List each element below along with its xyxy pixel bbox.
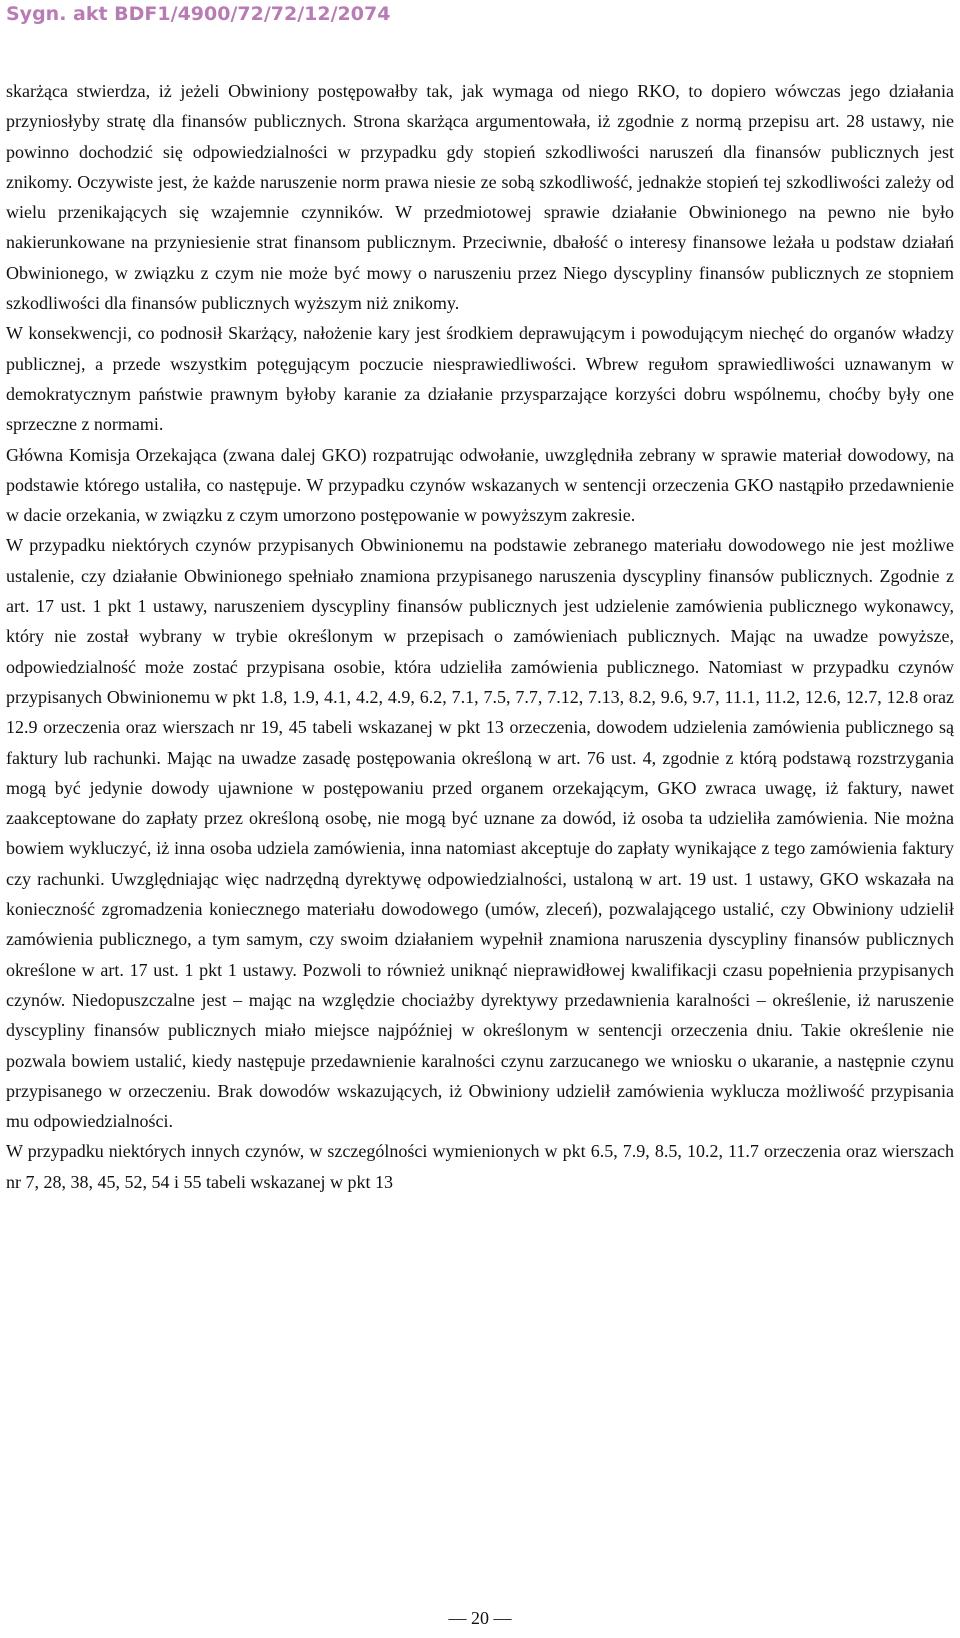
- paragraph-1: skarżąca stwierdza, iż jeżeli Obwiniony postępowałby tak, jak wymaga od niego RKO, to dopiero wówczas jego działania przyniosłyby stratę dla finansów publicznych. Strona skarżąca argumentowała, iż zgodnie z normą przepisu art. 28 ustawy, nie powinno dochodzić się odpowiedzialności w przypadku gdy stopień szkodliwości naruszeń dla finansów publicznych jest znikomy. Oczywiste jest, że każde naruszenie norm prawa niesie ze sobą szkodliwość, jednakże stopień tej szkodliwości zależy od wielu przenikających się wzajemnie czynników. W przedmiotowej sprawie działanie Obwinionego na pewno nie było nakierunkowane na przyniesienie strat finansom publicznym. Przeciwnie, dbałość o interesy finansowe leżała u podstaw działań Obwinionego, w związku z czym nie może być mowy o naruszeniu przez Niego dyscypliny finansów publicznych ze stopniem szkodliwości dla finansów publicznych wyższym niż znikomy.: [6, 81, 954, 314]
- document-body: [6, 76, 954, 1197]
- paragraph-3: Główna Komisja Orzekająca (zwana dalej GKO) rozpatrując odwołanie, uwzględniła zebrany w sprawie materiał dowodowy, na podstawie którego ustaliła, co następuje. W przypadku czynów wskazanych w sentencji orzeczenia GKO nastąpiło przedawnienie w dacie orzekania, w związku z czym umorzono postępowanie w powyższym zakresie.: [6, 444, 954, 526]
- paragraph-4: W przypadku niektórych czynów przypisanych Obwinionemu na podstawie zebranego materiału dowodowego nie jest możliwe ustalenie, czy działanie Obwinionego spełniało znamiona przypisanego naruszenia dyscypliny finansów publicznych. Zgodnie z art. 17 ust. 1 pkt 1 ustawy, naruszeniem dyscypliny finansów publicznych jest udzielenie zamówienia publicznego wykonawcy, który nie został wybrany w trybie określonym w przepisach o zamówieniach publicznych. Mając na uwadze powyższe, odpowiedzialność może zostać przypisana osobie, która udzieliła zamówienia publicznego. Natomiast w przypadku czynów przypisanych Obwinionemu w pkt 1.8, 1.9, 4.1, 4.2, 4.9, 6.2, 7.1, 7.5, 7.7, 7.12, 7.13, 8.2, 9.6, 9.7, 11.1, 11.2, 12.6, 12.7, 12.8 oraz 12.9 orzeczenia oraz wierszach nr 19, 45 tabeli wskazanej w pkt 13 orzeczenia, dowodem udzielenia zamówienia publicznego są faktury lub rachunki. Mając na uwadze zasadę postępowania określoną w art. 76 ust. 4, zgodnie z którą podstawą rozstrzygania mogą być jedynie dowody ujawnione w postępowaniu przed organem orzekającym, GKO zwraca uwagę, iż faktury, nawet zaakceptowane do zapłaty przez określoną osobę, nie mogą być uznane za dowód, iż osoba ta udzieliła zamówienia. Nie można bowiem wykluczyć, iż inna osoba udziela zamówienia, inna natomiast akceptuje do zapłaty wynikające z tego zamówienia faktury czy rachunki. Uwzględniając więc nadrzędną dyrektywę odpowiedzialności, ustaloną w art. 19 ust. 1 ustawy, GKO wskazała na konieczność zgromadzenia koniecznego materiału dowodowego (umów, zleceń), pozwalającego ustalić, czy Obwiniony udzielił zamówienia publicznego, a tym samym, czy swoim działaniem wypełnił znamiona naruszenia dyscypliny finansów publicznych określone w art. 17 ust. 1 pkt 1 ustawy. Pozwoli to również uniknąć nieprawidłowej kwalifikacji czasu popełnienia przypisanych czynów. Niedopuszczalne jest – mając na względzie chociażby dyrektywy przedawnienia karalności – określenie, iż naruszenie dyscypliny finansów publicznych miało miejsce najpóźniej w określonym w sentencji orzeczenia dniu. Takie określenie nie pozwala bowiem ustalić, kiedy następuje przedawnienie karalności czynu zarzucanego we wniosku o ukaranie, a następnie czynu przypisanego w orzeczeniu. Brak dowodów wskazujących, iż Obwiniony udzielił zamówienia wyklucza możliwość przypisania mu odpowiedzialności.: [6, 535, 954, 1132]
- document-reference-header: Sygn. akt BDF1/4900/72/72/12/2074: [6, 3, 391, 25]
- paragraph-5: W przypadku niektórych innych czynów, w szczególności wymienionych w pkt 6.5, 7.9, 8.5, 10.2, 11.7 orzeczenia oraz wierszach nr 7, 28, 38, 45, 52, 54 i 55 tabeli wskazanej w pkt 13: [6, 1141, 954, 1192]
- paragraph-2: W konsekwencji, co podnosił Skarżący, nałożenie kary jest środkiem deprawującym i powodującym niechęć do organów władzy publicznej, a przede wszystkim potęgującym poczucie niesprawiedliwości. Wbrew regułom sprawiedliwości uznawanym w demokratycznym państwie prawnym byłoby karanie za działanie przysparzające korzyści dobru wspólnemu, choćby były one sprzeczne z normami.: [6, 323, 954, 435]
- page-number: — 20 —: [448, 1608, 512, 1628]
